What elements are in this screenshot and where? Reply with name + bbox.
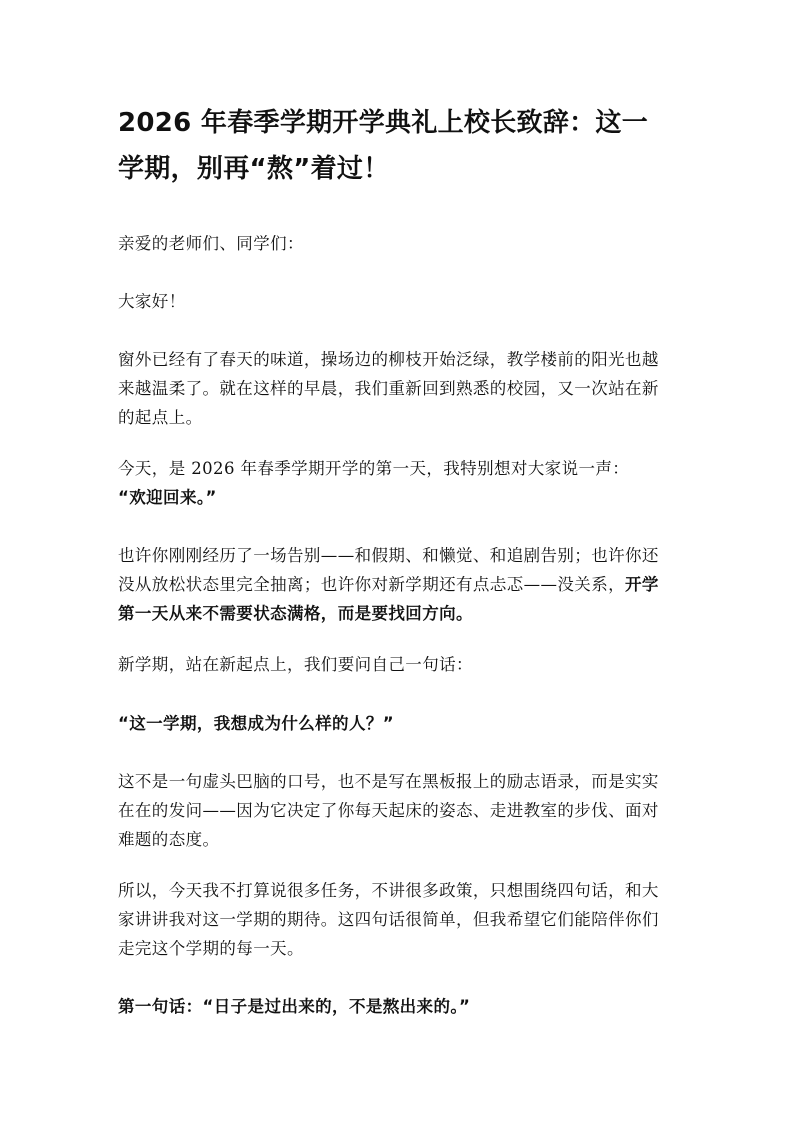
- body-paragraph: [118, 876, 666, 963]
- body-paragraph: [118, 541, 666, 628]
- paragraph-text: 今天，是 2026 年春季学期开学的第一天，我特别想对大家说一声：: [118, 459, 630, 478]
- paragraph-text: 也许你刚刚经历了一场告别——和假期、和懒觉、和追剧告别；也许你还没从放松状态里完全抽离；也许你对新学期还有点忐忑——没关系，: [118, 546, 659, 594]
- emphasis-text: “欢迎回来。”: [118, 488, 217, 507]
- paragraph-text: 这不是一句虚头巴脑的口号，也不是写在黑板报上的励志语录，而是实实在在的发问——因为它决定了你每天起床的姿态、走进教室的步伐、面对难题的态度。: [118, 772, 659, 849]
- question-paragraph: [118, 709, 666, 738]
- emphasis-text: “这一学期，我想成为什么样的人？”: [118, 714, 394, 733]
- paragraph-text: 新学期，站在新起点上，我们要问自己一句话：: [118, 655, 473, 674]
- body-paragraph: [118, 767, 666, 854]
- hello-paragraph: [118, 287, 666, 316]
- body-paragraph: [118, 650, 666, 679]
- section-heading: [118, 992, 666, 1021]
- body-paragraph: [118, 454, 666, 512]
- greeting-paragraph: [118, 229, 666, 258]
- paragraph-text: 所以，今天我不打算说很多任务，不讲很多政策，只想围绕四句话，和大家讲讲我对这一学期的期待。这四句话很简单，但我希望它们能陪伴你们走完这个学期的每一天。: [118, 881, 659, 958]
- paragraph-text: 窗外已经有了春天的味道，操场边的柳枝开始泛绿，教学楼前的阳光也越来越温柔了。就在这样的早晨，我们重新回到熟悉的校园，又一次站在新的起点上。: [118, 350, 659, 427]
- emphasis-text: 第一句话：“日子是过出来的，不是熬出来的。”: [118, 997, 471, 1016]
- paragraph-text: 亲爱的老师们、同学们：: [118, 234, 304, 253]
- document-title: 2026 年春季学期开学典礼上校长致辞：这一学期，别再“熬”着过！: [118, 108, 649, 184]
- emphasis-text: 开学第一天从来不需要状态满格，而是要找回方向。: [118, 575, 659, 623]
- body-paragraph: [118, 345, 666, 432]
- paragraph-text: 大家好！: [118, 292, 186, 311]
